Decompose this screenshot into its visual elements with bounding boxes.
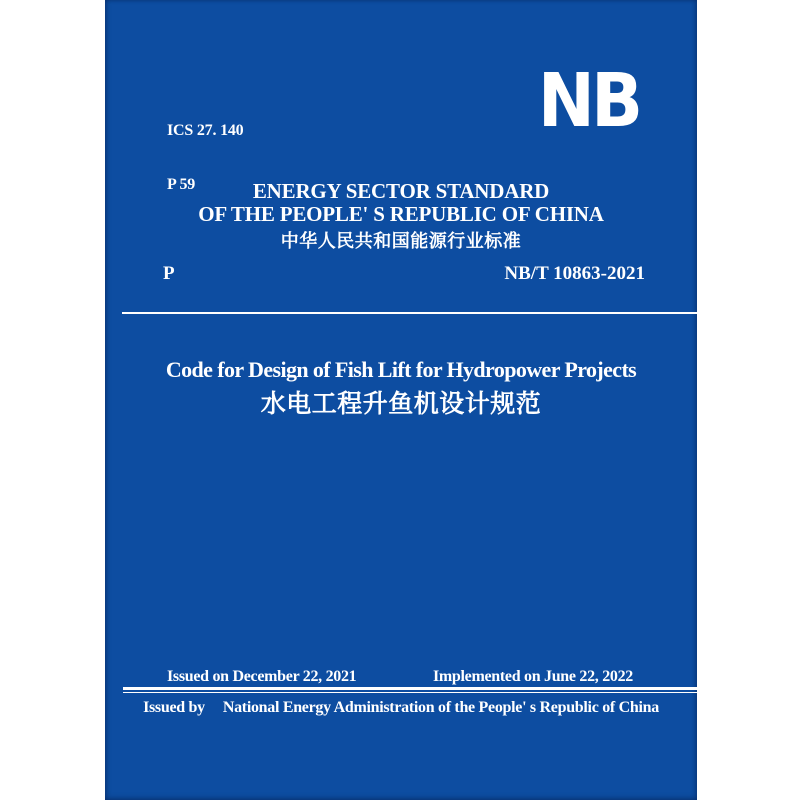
classification-code: P 59 xyxy=(167,176,196,193)
issued-by-label: Issued by xyxy=(143,699,205,716)
issued-by-value: National Energy Administration of the People' s Republic of China xyxy=(222,699,659,716)
issued-by-row xyxy=(105,699,697,717)
ics-code: ICS 27. 140 xyxy=(167,122,244,139)
document-class-letter: P xyxy=(163,263,175,284)
issued-date: Issued on December 22, 2021 xyxy=(167,668,357,685)
standard-name-zh: 中华人民共和国能源行业标准 xyxy=(280,231,522,252)
title-zh: 水电工程升鱼机设计规范 xyxy=(260,389,542,418)
code-row xyxy=(105,263,697,284)
title-en: Code for Design of Fish Lift for Hydropower Projects xyxy=(165,357,637,382)
dates-row xyxy=(105,668,697,686)
standard-number: NB/T 10863-2021 xyxy=(504,263,645,284)
header-rule xyxy=(122,312,697,314)
footer-rule-thin xyxy=(123,692,697,693)
footer-rule-thick xyxy=(123,687,697,690)
standard-name-en-line2: OF THE PEOPLE' S REPUBLIC OF CHINA xyxy=(198,202,604,226)
nb-logo: NB xyxy=(537,58,639,144)
standard-header xyxy=(105,180,697,254)
implemented-date: Implemented on June 22, 2022 xyxy=(432,668,633,685)
standard-cover xyxy=(105,0,697,800)
standard-name-en-line1: ENERGY SECTOR STANDARD xyxy=(252,179,550,203)
